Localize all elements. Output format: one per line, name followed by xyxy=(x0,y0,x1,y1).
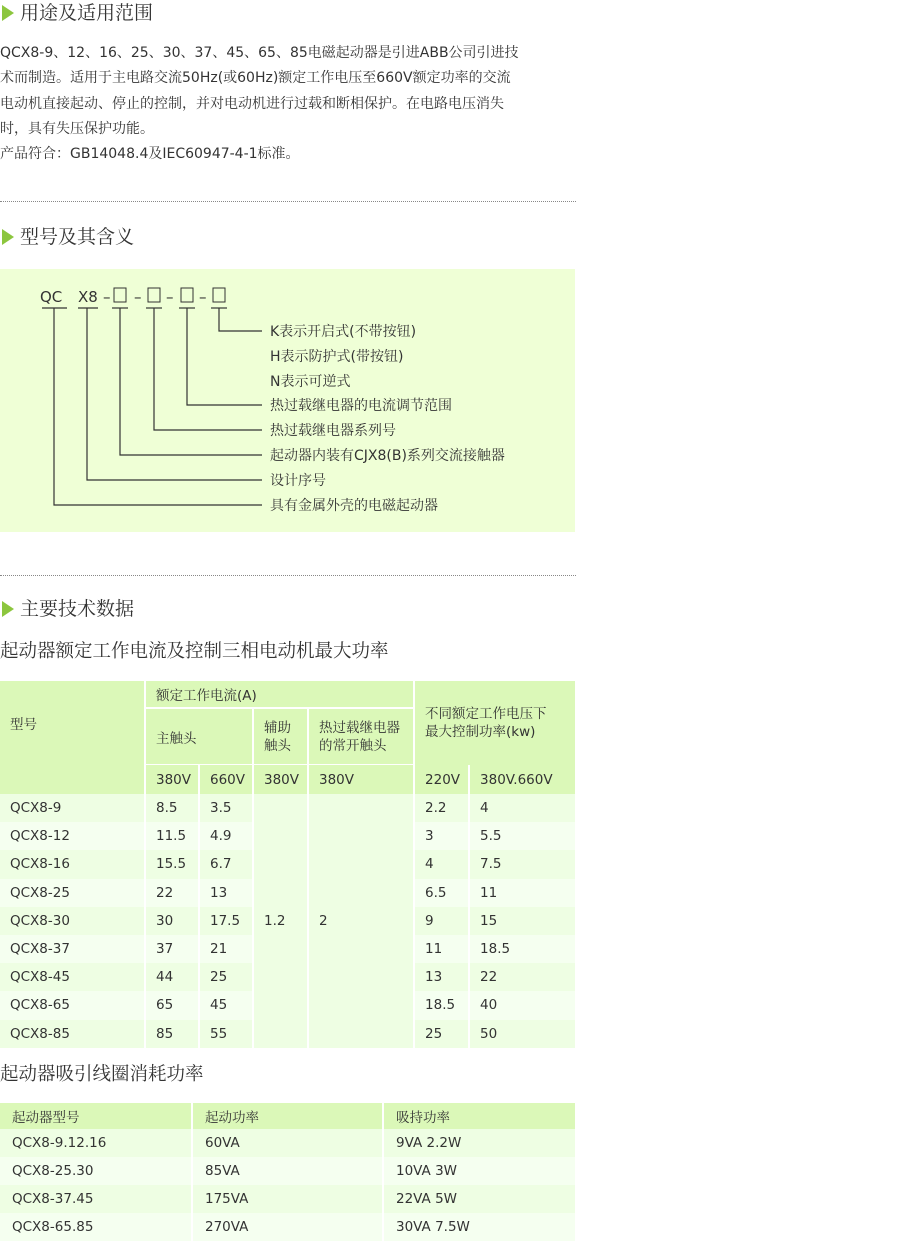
table-cell: QCX8-25 xyxy=(0,879,144,907)
table-cell: 11 xyxy=(413,935,468,963)
meaning-metal-enclosure: 具有金属外壳的电磁起动器 xyxy=(270,498,438,514)
header-rated-current: 额定工作电流(A) xyxy=(144,681,413,709)
table-row xyxy=(0,1157,575,1185)
header-aux-contact: 辅助 触头 xyxy=(252,709,307,764)
table-row xyxy=(0,1129,575,1157)
table-cell: QCX8-12 xyxy=(0,822,144,850)
code-dash: – xyxy=(103,288,111,306)
table-cell: 13 xyxy=(198,879,252,907)
table-cell: QCX8-37 xyxy=(0,935,144,963)
table-cell: QCX8-9 xyxy=(0,794,144,822)
header-starter-model: 起动器型号 xyxy=(0,1103,191,1129)
table-cell: 85VA xyxy=(191,1157,382,1185)
table-cell: QCX8-65.85 xyxy=(0,1213,191,1241)
model-code-diagram xyxy=(0,269,575,532)
header-relay-contact: 热过载继电器 的常开触头 xyxy=(307,709,413,764)
table-cell: QCX8-85 xyxy=(0,1020,144,1048)
relay-contact-value: 2 xyxy=(307,794,413,1048)
table-cell: 60VA xyxy=(191,1129,382,1157)
table-cell: 55 xyxy=(198,1020,252,1048)
table-cell: 17.5 xyxy=(198,907,252,935)
header-hold-power: 吸持功率 xyxy=(382,1103,575,1129)
voltage-header: 220V xyxy=(413,765,468,794)
table-cell: QCX8-16 xyxy=(0,850,144,878)
usage-paragraph: QCX8-9、12、16、25、30、37、45、65、85电磁起动器是引进ABB公司引进技 术而制造。适用于主电路交流50Hz(或60Hz)额定工作电压至660V额定功率的交流 电动机直接起动、停止的控制，并对电动机进行过载和断相保护。在电路电压消失 时，具有失压保护功能。 产品符合：GB14048.4及IEC60947-4-1标准。 xyxy=(0,45,519,163)
table-cell: 11 xyxy=(468,879,575,907)
table-row xyxy=(0,794,575,822)
table-cell: 6.5 xyxy=(413,879,468,907)
triangle-bullet-icon xyxy=(2,229,14,245)
table2-title: 起动器吸引线圈消耗功率 xyxy=(0,1064,204,1085)
header-main-contact: 主触头 xyxy=(144,709,252,764)
table-cell: 4.9 xyxy=(198,822,252,850)
table-cell: 40 xyxy=(468,991,575,1019)
code-prefix: QC xyxy=(40,288,63,306)
rated-current-table xyxy=(0,681,575,1048)
table-cell: 15.5 xyxy=(144,850,198,878)
header-start-power: 起动功率 xyxy=(191,1103,382,1129)
triangle-bullet-icon xyxy=(2,601,14,617)
voltage-header: 380V xyxy=(252,765,307,794)
code-dash: – xyxy=(199,288,207,306)
table-cell: 270VA xyxy=(191,1213,382,1241)
code-box xyxy=(114,288,126,302)
aux-contact-value: 1.2 xyxy=(252,794,307,1048)
table-row xyxy=(0,1185,575,1213)
code-box xyxy=(181,288,193,302)
table-cell: 30 xyxy=(144,907,198,935)
meaning-contactor: 起动器内装有CJX8(B)系列交流接触器 xyxy=(270,448,505,464)
table-cell: 25 xyxy=(413,1020,468,1048)
code-series: X8 xyxy=(78,288,98,306)
table-cell: QCX8-25.30 xyxy=(0,1157,191,1185)
meaning-open-type: K表示开启式(不带按钮) xyxy=(270,324,417,340)
model-code-lines xyxy=(0,269,575,532)
table-cell: 4 xyxy=(468,794,575,822)
table-cell: 3.5 xyxy=(198,794,252,822)
meaning-protected-type: H表示防护式(带按钮) xyxy=(270,349,404,365)
table-cell: 175VA xyxy=(191,1185,382,1213)
header-max-power: 不同额定工作电压下 最大控制功率(kw) xyxy=(413,681,575,765)
table-cell: 18.5 xyxy=(413,991,468,1019)
table-cell: 18.5 xyxy=(468,935,575,963)
coil-power-table xyxy=(0,1103,575,1241)
meaning-relay-series: 热过载继电器系列号 xyxy=(270,423,396,439)
table-cell: 4 xyxy=(413,850,468,878)
code-dash: – xyxy=(134,288,142,306)
table-cell: QCX8-37.45 xyxy=(0,1185,191,1213)
table-cell: 5.5 xyxy=(468,822,575,850)
table-cell: 44 xyxy=(144,963,198,991)
table-cell: 15 xyxy=(468,907,575,935)
table-cell: 22VA 5W xyxy=(382,1185,575,1213)
table-row xyxy=(0,1213,575,1241)
triangle-bullet-icon xyxy=(2,5,14,21)
table-cell: 9 xyxy=(413,907,468,935)
meaning-reversible: N表示可逆式 xyxy=(270,374,351,390)
table-cell: 45 xyxy=(198,991,252,1019)
section-title-tech-data: 主要技术数据 xyxy=(0,596,134,622)
meaning-relay-range: 热过载继电器的电流调节范围 xyxy=(270,398,452,414)
header-model-blank xyxy=(0,765,144,794)
voltage-header: 380V.660V xyxy=(468,765,575,794)
table-cell: QCX8-45 xyxy=(0,963,144,991)
table-cell: 22 xyxy=(144,879,198,907)
table-cell: 25 xyxy=(198,963,252,991)
table-cell: 65 xyxy=(144,991,198,1019)
table-cell: 10VA 3W xyxy=(382,1157,575,1185)
table-cell: 13 xyxy=(413,963,468,991)
code-box xyxy=(148,288,160,302)
table-cell: QCX8-9.12.16 xyxy=(0,1129,191,1157)
dotted-divider xyxy=(0,575,576,576)
section-title-usage: 用途及适用范围 xyxy=(0,0,153,26)
table-cell: 3 xyxy=(413,822,468,850)
table-cell: QCX8-65 xyxy=(0,991,144,1019)
table-cell: 37 xyxy=(144,935,198,963)
code-box xyxy=(213,288,225,302)
code-dash: – xyxy=(166,288,174,306)
voltage-header: 380V xyxy=(144,765,198,794)
table-cell: 50 xyxy=(468,1020,575,1048)
section-title-model: 型号及其含义 xyxy=(0,224,134,250)
header-model: 型号 xyxy=(0,681,144,765)
table-cell: 22 xyxy=(468,963,575,991)
voltage-header: 660V xyxy=(198,765,252,794)
table-cell: 9VA 2.2W xyxy=(382,1129,575,1157)
table-cell: 30VA 7.5W xyxy=(382,1213,575,1241)
table-cell: 8.5 xyxy=(144,794,198,822)
dotted-divider xyxy=(0,201,576,202)
table-cell: 7.5 xyxy=(468,850,575,878)
table-cell: 6.7 xyxy=(198,850,252,878)
table1-title: 起动器额定工作电流及控制三相电动机最大功率 xyxy=(0,641,389,662)
table-cell: 11.5 xyxy=(144,822,198,850)
table-cell: 21 xyxy=(198,935,252,963)
table-cell: 85 xyxy=(144,1020,198,1048)
meaning-design-no: 设计序号 xyxy=(270,473,326,489)
table-cell: QCX8-30 xyxy=(0,907,144,935)
table-cell: 2.2 xyxy=(413,794,468,822)
voltage-header: 380V xyxy=(307,765,413,794)
